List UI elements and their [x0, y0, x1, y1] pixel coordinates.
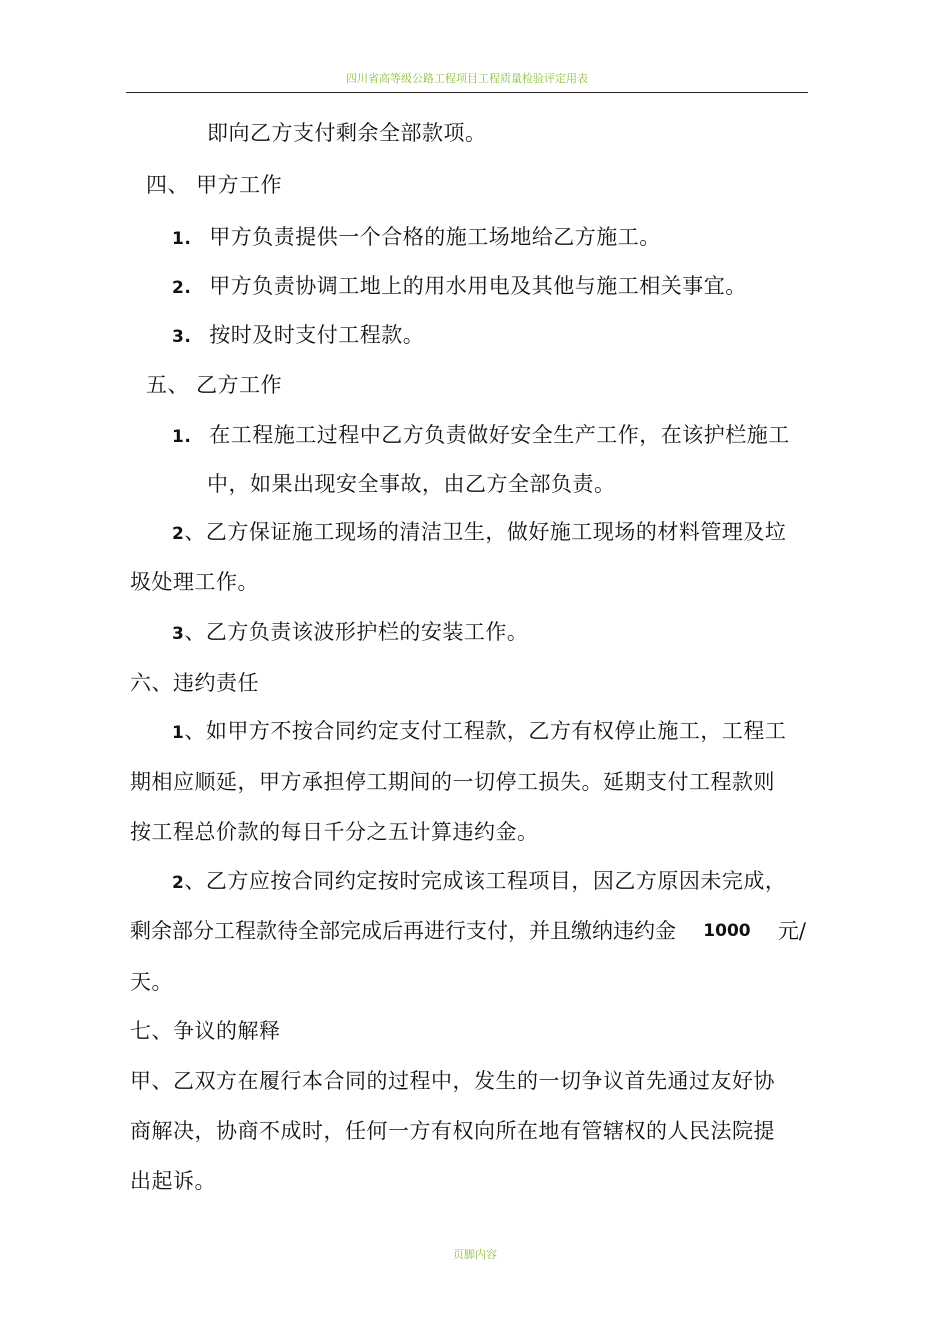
paragraph-line: 即向乙方支付剩余全部款项。 — [207, 121, 487, 145]
list-number: 3 — [172, 624, 185, 644]
list-item-text: 、乙方应按合同约定按时完成该工程项目，因乙方原因未完成， — [184, 869, 787, 893]
list-item — [172, 716, 786, 748]
list-number: 2 — [172, 873, 185, 893]
list-number: 3. — [172, 327, 192, 347]
list-item — [172, 271, 747, 303]
list-item-text: 按时及时支付工程款。 — [209, 323, 425, 347]
list-item-text: 、乙方保证施工现场的清洁卫生，做好施工现场的材料管理及垃 — [184, 520, 787, 544]
list-item — [172, 420, 790, 452]
paragraph-line: 期相应顺延，甲方承担停工期间的一切停工损失。延期支付工程款则 — [130, 770, 775, 794]
paragraph-line: 商解决，协商不成时，任何一方有权向所在地有管辖权的人民法院提 — [130, 1119, 775, 1143]
list-number: 2 — [172, 524, 185, 544]
section-heading-breach: 六、违约责任 — [130, 671, 259, 695]
paragraph-text: 剩余部分工程款待全部完成后再进行支付，并且缴纳违约金 — [130, 919, 676, 943]
list-item-text: 、乙方负责该波形护栏的安装工作。 — [184, 620, 529, 644]
list-item-text: 、如甲方不按合同约定支付工程款，乙方有权停止施工，工程工 — [184, 719, 787, 743]
list-item-text: 甲方负责提供一个合格的施工场地给乙方施工。 — [209, 225, 661, 249]
list-item — [172, 222, 661, 254]
list-number: 1. — [172, 427, 192, 447]
paragraph-line: 甲、乙双方在履行本合同的过程中，发生的一切争议首先通过友好协 — [130, 1069, 775, 1093]
list-item-text: 在工程施工过程中乙方负责做好安全生产工作，在该护栏施工 — [209, 423, 790, 447]
paragraph-line: 天。 — [130, 970, 173, 994]
section-heading-party-a: 四、 甲方工作 — [146, 173, 283, 197]
penalty-amount: 1000 — [703, 921, 751, 941]
section-heading-dispute: 七、争议的解释 — [130, 1019, 281, 1043]
list-item — [172, 617, 528, 649]
paragraph-line — [130, 916, 806, 946]
paragraph-line: 出起诉。 — [130, 1169, 216, 1193]
page-footer: 页脚内容 — [453, 1248, 497, 1261]
list-item — [172, 866, 786, 898]
paragraph-line: 圾处理工作。 — [130, 570, 259, 594]
section-heading-party-b: 五、 乙方工作 — [146, 373, 283, 397]
list-number: 1 — [172, 723, 185, 743]
list-number: 2. — [172, 278, 192, 298]
list-item — [172, 320, 424, 352]
paragraph-line: 中，如果出现安全事故，由乙方全部负责。 — [207, 472, 616, 496]
penalty-unit: 元/ — [777, 919, 806, 943]
list-item — [172, 517, 786, 549]
list-number: 1. — [172, 229, 192, 249]
header-divider — [126, 92, 808, 93]
paragraph-line: 按工程总价款的每日千分之五计算违约金。 — [130, 820, 539, 844]
list-item-text: 甲方负责协调工地上的用水用电及其他与施工相关事宜。 — [209, 274, 747, 298]
page-header: 四川省高等级公路工程项目工程质量检验评定用表 — [346, 72, 588, 85]
